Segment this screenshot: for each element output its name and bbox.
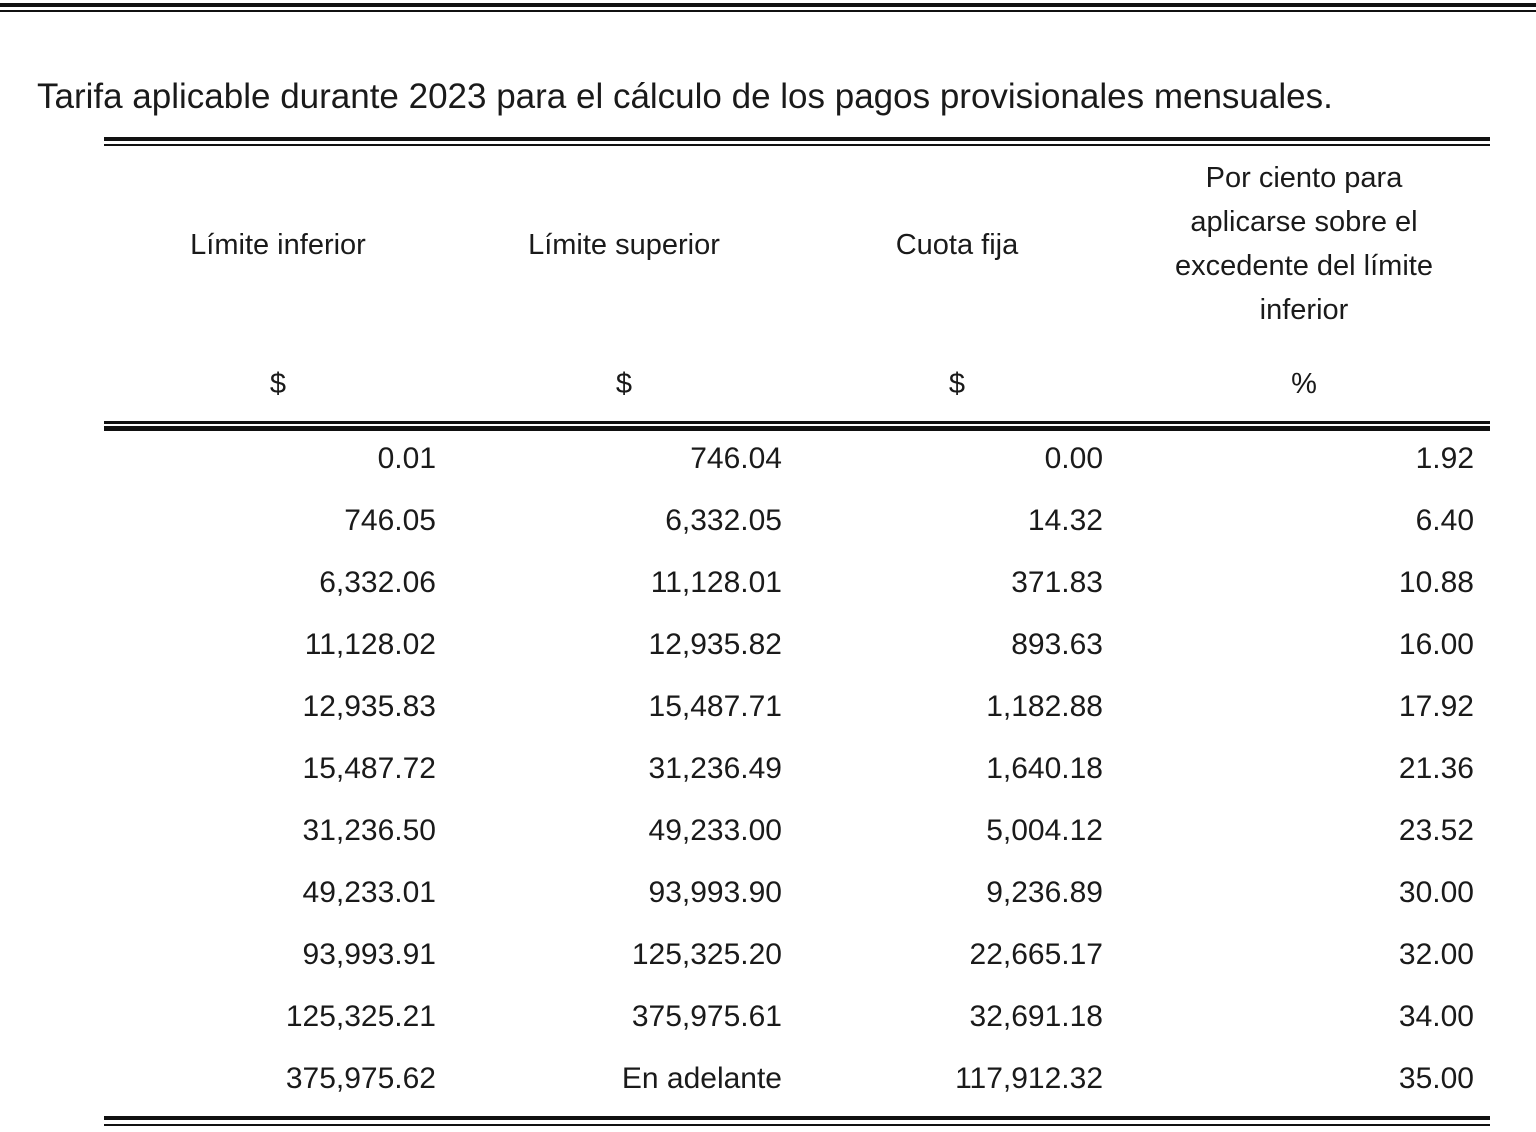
cell-limite-superior: 6,332.05 (665, 504, 782, 537)
cell-por-ciento: 10.88 (1398, 566, 1474, 599)
unit-cuota-fija: $ (948, 368, 966, 400)
cell-cuota-fija: 117,912.32 (955, 1062, 1103, 1095)
unit-limite-superior: $ (615, 368, 633, 400)
cell-limite-superior: 11,128.01 (650, 566, 782, 599)
header-por-ciento (1118, 156, 1490, 332)
table-top-rule-thick (104, 137, 1490, 141)
cell-limite-superior: 15,487.71 (648, 690, 782, 723)
cell-cuota-fija: 5,004.12 (986, 814, 1103, 847)
cell-limite-inferior: 31,236.50 (302, 814, 436, 847)
cell-por-ciento: 34.00 (1398, 1000, 1474, 1033)
cell-cuota-fija: 1,640.18 (986, 752, 1103, 785)
table-bottom-rule-thin (104, 1124, 1490, 1126)
cell-limite-superior: 93,993.90 (648, 876, 782, 909)
header-cuota-fija: Cuota fija (895, 229, 1019, 261)
cell-cuota-fija: 0.00 (1044, 442, 1103, 475)
table-row (104, 490, 1490, 552)
cell-limite-inferior: 125,325.21 (285, 1000, 436, 1033)
table-row (104, 552, 1490, 614)
cell-por-ciento: 30.00 (1398, 876, 1474, 909)
cell-cuota-fija: 893.63 (1011, 628, 1103, 661)
header-bottom-rule-thin (104, 421, 1490, 424)
cell-por-ciento: 6.40 (1415, 504, 1474, 537)
cell-limite-inferior: 15,487.72 (302, 752, 436, 785)
table-row (104, 428, 1490, 490)
cell-limite-inferior: 11,128.02 (304, 628, 436, 661)
cell-cuota-fija: 371.83 (1011, 566, 1103, 599)
document-title: Tarifa aplicable durante 2023 para el cálculo de los pagos provisionales mensuales. (37, 77, 1333, 116)
cell-cuota-fija: 32,691.18 (969, 1000, 1103, 1033)
cell-cuota-fija: 1,182.88 (986, 690, 1103, 723)
header-por-ciento-line-3: excedente del límite (1175, 250, 1433, 282)
header-por-ciento-line-4: inferior (1259, 294, 1349, 326)
cell-por-ciento: 32.00 (1398, 938, 1474, 971)
header-por-ciento-line-1: Por ciento para (1205, 162, 1403, 194)
cell-por-ciento: 16.00 (1398, 628, 1474, 661)
cell-por-ciento: 35.00 (1398, 1062, 1474, 1095)
cell-por-ciento: 1.92 (1415, 442, 1474, 475)
table-row (104, 862, 1490, 924)
cell-limite-superior: 375,975.61 (631, 1000, 782, 1033)
table-row (104, 986, 1490, 1048)
cell-limite-superior: 746.04 (690, 442, 782, 475)
cell-limite-superior: 125,325.20 (631, 938, 782, 971)
cell-limite-superior: 12,935.82 (648, 628, 782, 661)
cell-limite-inferior: 12,935.83 (302, 690, 436, 723)
cell-limite-superior: 31,236.49 (648, 752, 782, 785)
cell-limite-inferior: 49,233.01 (302, 876, 436, 909)
table-bottom-rule-thick (104, 1116, 1490, 1120)
cell-cuota-fija: 14.32 (1027, 504, 1103, 537)
table-top-rule-thin (104, 144, 1490, 146)
cell-cuota-fija: 22,665.17 (969, 938, 1103, 971)
cell-por-ciento: 23.52 (1398, 814, 1474, 847)
cell-limite-inferior: 6,332.06 (319, 566, 436, 599)
top-border-thick (0, 3, 1536, 7)
table-row (104, 800, 1490, 862)
table-body (104, 428, 1490, 1110)
unit-por-ciento: % (1291, 368, 1317, 400)
table-row (104, 676, 1490, 738)
cell-por-ciento: 21.36 (1398, 752, 1474, 785)
cell-limite-inferior: 0.01 (377, 442, 436, 475)
table-row (104, 614, 1490, 676)
unit-limite-inferior: $ (269, 368, 287, 400)
cell-limite-inferior: 93,993.91 (302, 938, 436, 971)
cell-cuota-fija: 9,236.89 (986, 876, 1103, 909)
header-limite-inferior: Límite inferior (190, 229, 366, 261)
header-limite-superior: Límite superior (528, 229, 720, 261)
table-row (104, 1048, 1490, 1110)
cell-limite-superior: En adelante (621, 1062, 782, 1095)
cell-limite-inferior: 375,975.62 (285, 1062, 436, 1095)
top-border-thin (0, 10, 1536, 12)
table-row (104, 924, 1490, 986)
cell-por-ciento: 17.92 (1398, 690, 1474, 723)
header-por-ciento-line-2: aplicarse sobre el (1190, 206, 1418, 238)
cell-limite-inferior: 746.05 (344, 504, 436, 537)
table-row (104, 738, 1490, 800)
cell-limite-superior: 49,233.00 (648, 814, 782, 847)
